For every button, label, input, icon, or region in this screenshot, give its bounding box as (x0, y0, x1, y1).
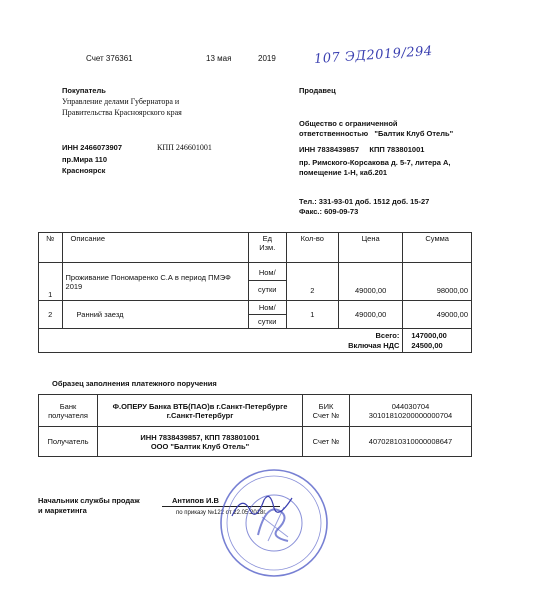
bank-row (39, 395, 472, 427)
header-unit-1: Ед (262, 234, 272, 243)
table-row (39, 301, 472, 329)
corr-acct-label: Счет № (312, 410, 340, 420)
row-unit (248, 263, 286, 301)
buyer-title: Покупатель (62, 86, 106, 95)
bank-name-1: Ф.ОПЕРУ Банка ВТБ(ПАО)в г.Санкт-Петербурге (112, 401, 288, 411)
bik-value: 044030704 (391, 401, 430, 411)
seller-name-2: ответственностью "Балтик Клуб Отель" (299, 129, 454, 138)
buyer-address-2: Красноярск (62, 166, 106, 175)
seller-phone: Тел.: 331-93-01 доб. 1512 доб. 15-27 (299, 197, 430, 206)
row-num: 2 (39, 301, 63, 329)
invoice-date: 13 мая (206, 54, 232, 63)
row-qty: 1 (286, 301, 338, 329)
bank-label-1: Банк (59, 401, 77, 411)
header-qty: Кол-во (286, 233, 338, 263)
signer-position-1: Начальник службы продаж (38, 496, 140, 505)
receiver-row (39, 427, 472, 457)
row-qty: 2 (286, 263, 338, 301)
items-table (38, 232, 472, 353)
row-desc: Ранний заезд (62, 301, 248, 329)
total-value: 147000,00 (411, 330, 447, 340)
seller-address-1: пр. Римского-Корсакова д. 5-7, литера А, (299, 158, 451, 167)
table-row (39, 263, 472, 301)
signer-order: по приказу №122 от 22.05.2018г. (176, 510, 267, 516)
totals-values (403, 329, 472, 353)
row-unit-top: Ном/ (249, 265, 286, 281)
bank-name-2: г.Санкт-Петербург (166, 410, 234, 420)
row-unit-top: Ном/ (249, 301, 286, 315)
row-unit-bottom: сутки (258, 317, 277, 326)
totals-labels (39, 329, 403, 353)
signer-position-2: и маркетинга (38, 506, 87, 515)
header-price: Цена (338, 233, 402, 263)
buyer-name-2: Правительства Красноярского края (62, 108, 182, 117)
seller-address-2: помещение 1-Н, каб.201 (299, 168, 388, 177)
buyer-address-1: пр.Мира 110 (62, 155, 107, 164)
bank-label-2: получателя (48, 410, 88, 420)
vat-value: 24500,00 (411, 340, 443, 350)
buyer-kpp: КПП 246601001 (157, 143, 212, 152)
bank-name (98, 395, 303, 427)
payment-table (38, 394, 472, 457)
buyer-name-1: Управление делами Губернатора и (62, 97, 180, 106)
items-table-header (39, 233, 472, 263)
header-desc: Описание (62, 233, 248, 263)
bik-labels (303, 395, 350, 427)
signer-name: Антипов И.В (172, 496, 219, 505)
row-price: 49000,00 (338, 301, 402, 329)
header-num: № (39, 233, 63, 263)
vat-label: Включая НДС (348, 340, 400, 350)
header-sum: Сумма (403, 233, 472, 263)
seller-name-1: Общество с ограниченной (299, 119, 398, 128)
bank-label (39, 395, 98, 427)
row-sum: 49000,00 (403, 301, 472, 329)
row-price: 49000,00 (338, 263, 402, 301)
totals-row (39, 329, 472, 353)
receiver-inn: ИНН 7838439857, КПП 783801001 (140, 432, 260, 442)
seller-fax: Факс.: 609-09-73 (299, 207, 359, 216)
receiver-label: Получатель (39, 427, 98, 457)
bik-label: БИК (318, 401, 334, 411)
row-num: 1 (39, 263, 63, 301)
seller-inn-kpp: ИНН 7838439857 КПП 783801001 (299, 145, 425, 154)
signature-scribble (228, 490, 298, 526)
row-unit-bottom: сутки (258, 285, 277, 294)
invoice-year: 2019 (258, 54, 276, 63)
row-unit (248, 301, 286, 329)
receiver-acct-label: Счет № (303, 427, 350, 457)
buyer-inn: ИНН 2466073907 (62, 143, 123, 152)
bik-values (350, 395, 472, 427)
total-label: Всего: (375, 330, 400, 340)
payment-title: Образец заполнения платежного поручения (52, 379, 217, 388)
receiver-name (98, 427, 303, 457)
row-sum: 98000,00 (403, 263, 472, 301)
header-unit-2: Изм. (259, 243, 276, 252)
handwritten-note: 107 ЭД2019/294 (313, 43, 434, 68)
receiver-org: ООО "Балтик Клуб Отель" (150, 441, 250, 451)
row-desc: Проживание Пономаренко С.А в период ПМЭФ 2019 (62, 263, 248, 301)
seller-title: Продавец (299, 86, 336, 95)
invoice-number: Счет 376361 (86, 54, 133, 63)
receiver-acct: 40702810310000008647 (350, 427, 472, 457)
corr-acct-value: 30101810200000000704 (368, 410, 453, 420)
header-unit (248, 233, 286, 263)
